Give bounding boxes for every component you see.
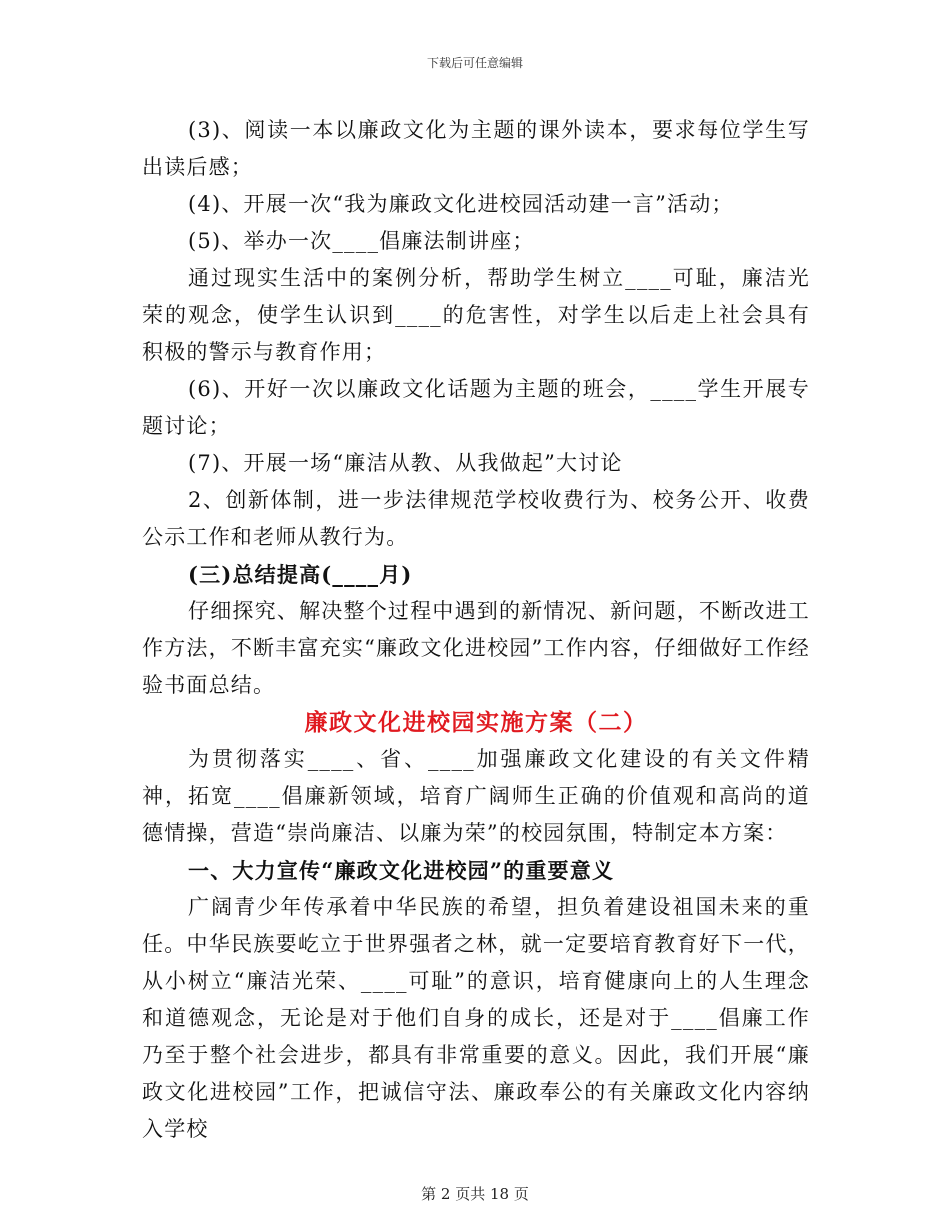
item-5-description: 通过现实生活中的案例分析，帮助学生树立____可耻，廉洁光荣的观念，使学生认识到____的危害性，对学生以后走上社会具有积极的警示与教育作用； [142, 266, 810, 364]
item-6: (6)、开好一次以廉政文化话题为主题的班会，____学生开展专题讨论； [142, 377, 810, 438]
heading-summary: (三)总结提高(____月) [188, 562, 413, 587]
intro-paragraph: 为贯彻落实____、省、____加强廉政文化建设的有关文件精神，拓宽____倡廉新领域，培育广阔师生正确的价值观和高尚的道德情操，营造“崇尚廉洁、以廉为荣”的校园氛围，特制定本方案： [142, 747, 810, 845]
point-2: 2、创新体制，进一步法律规范学校收费行为、校务公开、收费公示工作和老师从教行为。 [142, 488, 810, 549]
page-footer: 第 2 页共 18 页 [421, 1185, 529, 1203]
item-7: (7)、开展一场“廉洁从教、从我做起”大讨论 [188, 451, 623, 475]
summary-paragraph: 仔细探究、解决整个过程中遇到的新情况、新问题，不断改进工作方法，不断丰富充实“廉政文化进校园”工作内容，仔细做好工作经验书面总结。 [142, 599, 810, 697]
item-5: (5)、举办一次____倡廉法制讲座； [188, 229, 535, 253]
document-body [142, 112, 810, 1148]
importance-paragraph: 广阔青少年传承着中华民族的希望，担负着建设祖国未来的重任。中华民族要屹立于世界强者之林，就一定要培育教育好下一代，从小树立“廉洁光荣、____可耻”的意识，培育健康向上的人生理念和道德观念，无论是对于他们自身的成长，还是对于____倡廉工作乃至于整个社会进步，都具有非常重要的意义。因此，我们开展“廉政文化进校园”工作，把诚信守法、廉政奉公的有关廉政文化内容纳入学校 [142, 895, 810, 1141]
heading-importance: 一、大力宣传“廉政文化进校园”的重要意义 [188, 858, 615, 883]
item-3: (3)、阅读一本以廉政文化为主题的课外读本，要求每位学生写出读后感； [142, 118, 810, 179]
item-4: (4)、开展一次“我为廉政文化进校园活动建一言”活动； [188, 192, 734, 216]
page-header: 下载后可任意编辑 [426, 56, 523, 70]
section-title: 廉政文化进校园实施方案（二） [304, 709, 648, 736]
